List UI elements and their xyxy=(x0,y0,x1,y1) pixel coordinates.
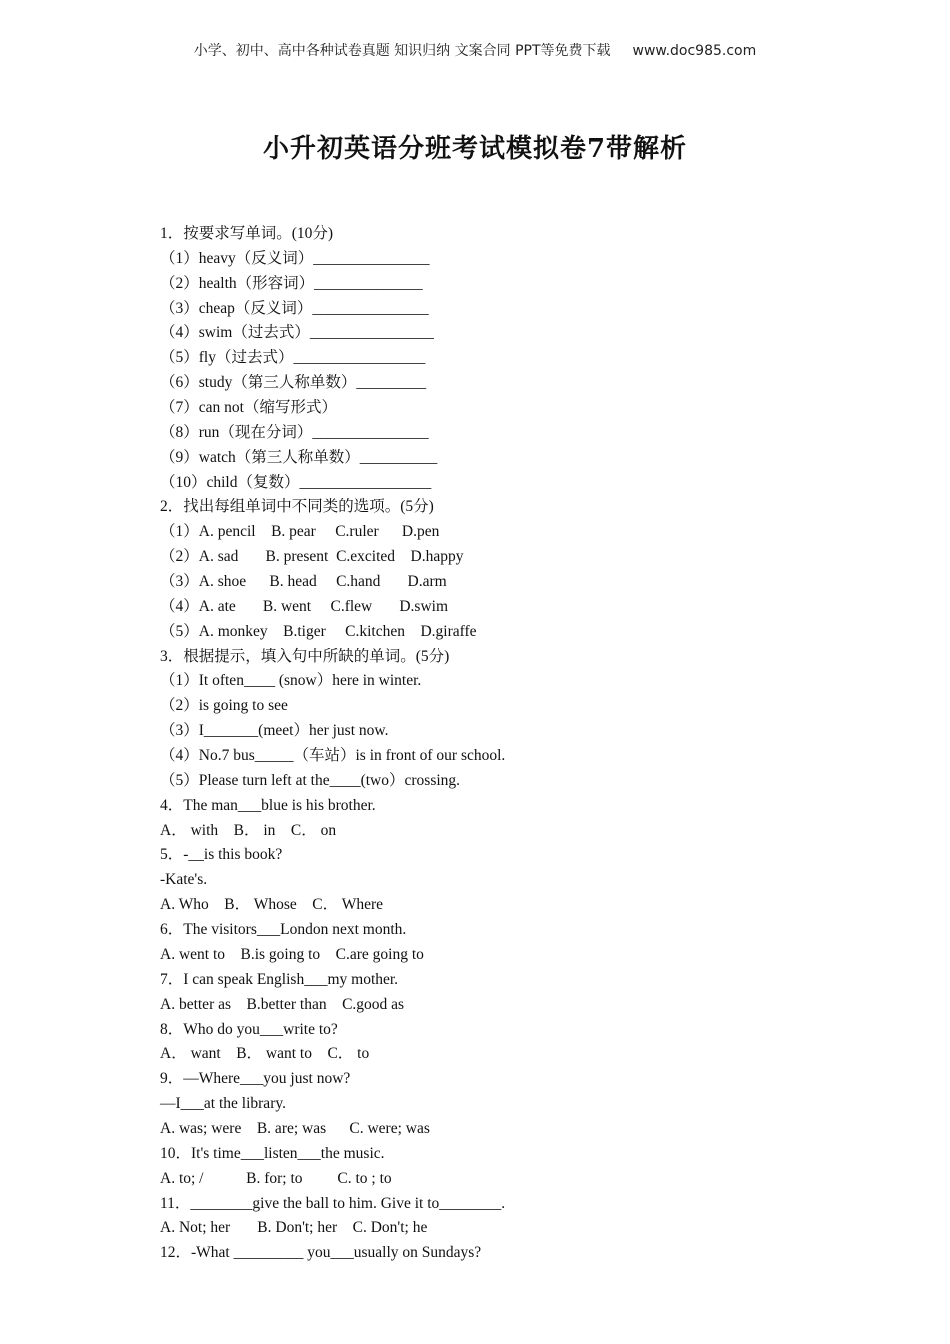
exam-line: （4）swim（过去式）________________ xyxy=(160,324,434,342)
exam-line: 8．Who do you___write to? xyxy=(160,1020,338,1038)
exam-line: 6．The visitors___London next month. xyxy=(160,921,407,939)
exam-line: （3）cheap（反义词）_______________ xyxy=(160,299,429,317)
exam-line: 11．________give the ball to him. Give it to________. xyxy=(160,1194,506,1212)
exam-line: A． with B． in C． on xyxy=(160,821,337,839)
exam-line: （2）is going to see xyxy=(160,697,288,715)
exam-line: 7．I can speak English___my mother. xyxy=(160,970,399,988)
exam-line: A． want B． want to C． to xyxy=(160,1045,370,1063)
exam-line: （1）It often____ (snow）here in winter. xyxy=(160,672,422,690)
exam-line: （10）child（复数）_________________ xyxy=(160,473,432,491)
exam-line: （9）watch（第三人称单数）__________ xyxy=(160,448,438,466)
exam-line: （5）A. monkey B.tiger C.kitchen D.giraffe xyxy=(160,622,477,640)
exam-line: 3．根据提示，填入句中所缺的单词。(5分) xyxy=(160,647,450,665)
header-site-link[interactable]: www.doc985.com xyxy=(632,43,757,59)
exam-line: A. better as B.better than C.good as xyxy=(160,995,405,1013)
exam-line: 10．It's time___listen___the music. xyxy=(160,1144,385,1162)
exam-line: （2）A. sad B. present C.excited D.happy xyxy=(160,548,464,566)
exam-line: 2．找出每组单词中不同类的选项。(5分) xyxy=(160,498,434,516)
exam-line: （6）study（第三人称单数）_________ xyxy=(160,374,427,392)
site-header xyxy=(0,40,950,60)
exam-line: 9．—Where___you just now? xyxy=(160,1070,351,1088)
exam-line: -Kate's. xyxy=(160,871,208,889)
exam-line: A. went to B.is going to C.are going to xyxy=(160,945,424,963)
exam-line: 4．The man___blue is his brother. xyxy=(160,796,376,814)
exam-line: （5）Please turn left at the____(two）crossing. xyxy=(160,771,461,789)
exam-line: 5．-__is this book? xyxy=(160,846,283,864)
exam-line: （7）can not（缩写形式） xyxy=(160,399,337,417)
exam-line: （1）heavy（反义词）_______________ xyxy=(160,249,430,267)
page-title: 小升初英语分班考试模拟卷7带解析 xyxy=(262,134,688,164)
exam-line: （4）No.7 bus_____（车站）is in front of our school. xyxy=(160,747,506,765)
exam-line: 12．-What _________ you___usually on Sundays? xyxy=(160,1244,482,1262)
exam-line: （4）A. ate B. went C.flew D.swim xyxy=(160,597,449,615)
exam-line: （3）A. shoe B. head C.hand D.arm xyxy=(160,573,447,591)
exam-line: （8）run（现在分词）_______________ xyxy=(160,423,429,441)
exam-content xyxy=(160,222,800,1266)
exam-line: A. Not; her B. Don't; her C. Don't; he xyxy=(160,1219,428,1237)
exam-line: A. was; were B. are; was C. were; was xyxy=(160,1119,430,1137)
exam-line: A. to; / B. for; to C. to ; to xyxy=(160,1169,392,1187)
exam-line: A. Who B． Whose C． Where xyxy=(160,896,384,914)
exam-line: （5）fly（过去式）_________________ xyxy=(160,349,426,367)
exam-line: （2）health（形容词）______________ xyxy=(160,274,423,292)
exam-line: （3）I_______(meet）her just now. xyxy=(160,722,389,740)
exam-line: （1）A. pencil B. pear C.ruler D.pen xyxy=(160,523,440,541)
exam-line: —I___at the library. xyxy=(160,1095,286,1113)
exam-line: 1．按要求写单词。(10分) xyxy=(160,225,334,242)
header-tagline: 小学、初中、高中各种试卷真题 知识归纳 文案合同 PPT等免费下载 xyxy=(193,43,611,59)
